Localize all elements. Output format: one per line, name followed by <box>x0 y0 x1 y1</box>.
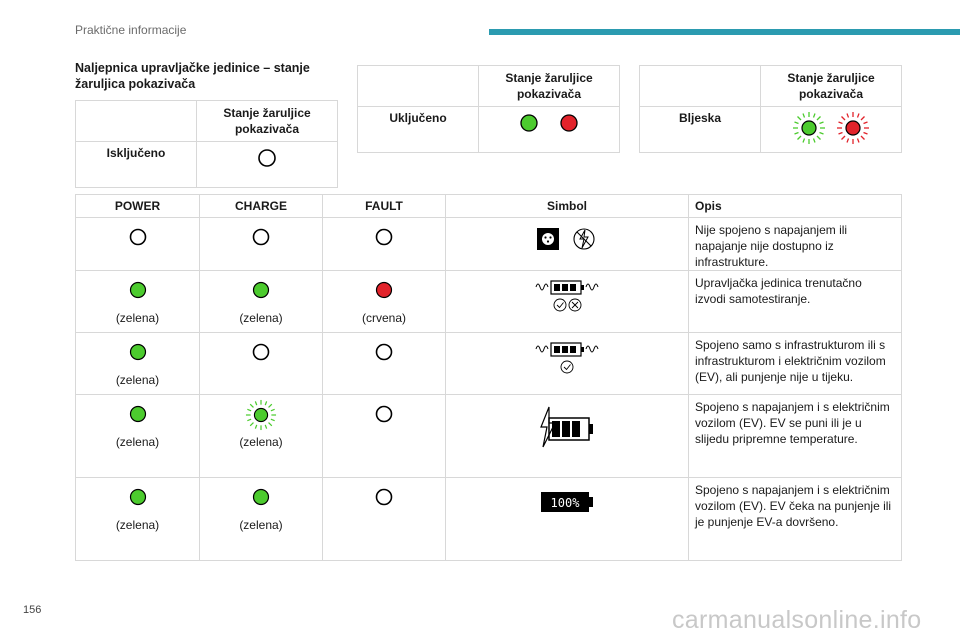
empty-cell <box>76 101 197 142</box>
color-label: (zelena) <box>239 518 283 532</box>
power-cell <box>76 395 200 478</box>
state-label-blink: Bljeska <box>640 107 761 153</box>
lamp-green-icon <box>517 111 541 135</box>
table-row <box>76 271 902 333</box>
fault-cell <box>323 218 446 271</box>
description-cell: Upravljačka jedinica trenutačno izvodi samotestiranje. <box>689 271 902 333</box>
state-label-off: Isključeno <box>76 142 197 188</box>
symbol-cell <box>446 478 689 561</box>
lamp-off-icon <box>250 226 272 248</box>
lamp-off-icon <box>250 341 272 363</box>
symbol-cell <box>446 271 689 333</box>
fault-cell <box>323 478 446 561</box>
lamp-red-icon <box>373 279 395 301</box>
col-header-symbol: Simbol <box>446 195 689 218</box>
fault-cell <box>323 395 446 478</box>
power-cell <box>76 271 200 333</box>
col-header-description: Opis <box>689 195 902 218</box>
watermark: carmanualsonline.info <box>672 606 922 634</box>
empty-cell <box>640 66 761 107</box>
lamp-off-icon <box>127 226 149 248</box>
color-label: (zelena) <box>115 373 160 387</box>
color-label: (zelena) <box>239 435 283 449</box>
empty-cell <box>358 66 479 107</box>
fault-cell <box>323 333 446 395</box>
charge-cell <box>200 333 323 395</box>
lamp-green-icon <box>127 279 149 301</box>
symbol-cell <box>446 218 689 271</box>
color-label: (crvena) <box>361 311 406 325</box>
description-cell: Spojeno s napajanjem i s električnim vozilom (EV). EV se puni ili je u slijedu pripremne temperature. <box>689 395 902 478</box>
lamp-green-blink-icon <box>245 399 277 431</box>
description-cell: Nije spojeno s napajanjem ili napajanje nije dostupno iz infrastrukture. <box>689 218 902 271</box>
charge-cell <box>200 218 323 271</box>
battery-charging-icon <box>535 403 599 451</box>
battery-selftest-icon <box>532 279 602 313</box>
charge-cell <box>200 271 323 333</box>
lamp-green-icon <box>250 279 272 301</box>
power-cell <box>76 218 200 271</box>
table-row <box>76 333 902 395</box>
color-label: (zelena) <box>115 518 160 532</box>
symbol-cell <box>446 333 689 395</box>
state-header: Stanje žaruljice pokazivača <box>197 101 338 142</box>
lamp-off-icon <box>373 403 395 425</box>
state-header: Stanje žaruljice pokazivača <box>761 66 902 107</box>
section-title: Naljepnica upravljačke jedinice – stanje žaruljica pokazivača <box>75 61 310 91</box>
description-cell: Spojeno s napajanjem i s električnim vozilom (EV). EV čeka na punjenje ili je punjenje EV-a dovršeno. <box>689 478 902 561</box>
lamp-off-icon <box>255 146 279 170</box>
state-lamps-on <box>479 107 620 153</box>
battery-full-icon <box>537 486 597 518</box>
state-table-on <box>357 65 620 153</box>
symbol-cell <box>446 395 689 478</box>
lamp-green-icon <box>127 486 149 508</box>
color-label: (zelena) <box>115 435 160 449</box>
col-header-power: POWER <box>76 195 200 218</box>
lamp-off-icon <box>373 341 395 363</box>
indicator-table <box>75 194 902 561</box>
plug-no-power-icon <box>535 226 599 254</box>
lamp-red-blink-icon <box>836 111 870 145</box>
lamp-green-blink-icon <box>792 111 826 145</box>
col-header-fault: FAULT <box>323 195 446 218</box>
lamp-red-icon <box>557 111 581 135</box>
power-cell <box>76 478 200 561</box>
page-number: 156 <box>23 604 42 616</box>
lamp-green-icon <box>127 403 149 425</box>
color-label: (zelena) <box>115 311 160 325</box>
table-header-row <box>76 195 902 218</box>
state-header: Stanje žaruljice pokazivača <box>479 66 620 107</box>
lamp-green-icon <box>250 486 272 508</box>
power-cell <box>76 333 200 395</box>
table-row <box>76 218 902 271</box>
table-row <box>76 478 902 561</box>
state-lamps-off <box>197 142 338 188</box>
lamp-off-icon <box>373 486 395 508</box>
state-label-on: Uključeno <box>358 107 479 153</box>
charge-cell <box>200 395 323 478</box>
fault-cell <box>323 271 446 333</box>
col-header-charge: CHARGE <box>200 195 323 218</box>
page-header-title: Praktične informacije <box>75 23 187 37</box>
table-row <box>76 395 902 478</box>
color-label: (zelena) <box>239 311 283 325</box>
lamp-green-icon <box>127 341 149 363</box>
charge-cell <box>200 478 323 561</box>
battery-percent-label: 100% <box>550 496 580 510</box>
lamp-off-icon <box>373 226 395 248</box>
state-table-blink <box>639 65 902 153</box>
state-table-off <box>75 100 338 188</box>
battery-connected-icon <box>532 341 602 375</box>
header-accent-bar <box>489 29 960 35</box>
state-lamps-blink <box>761 107 902 153</box>
description-cell: Spojeno samo s infrastrukturom ili s infrastrukturom i električnim vozilom (EV), ali punjenje nije u tijeku. <box>689 333 902 395</box>
